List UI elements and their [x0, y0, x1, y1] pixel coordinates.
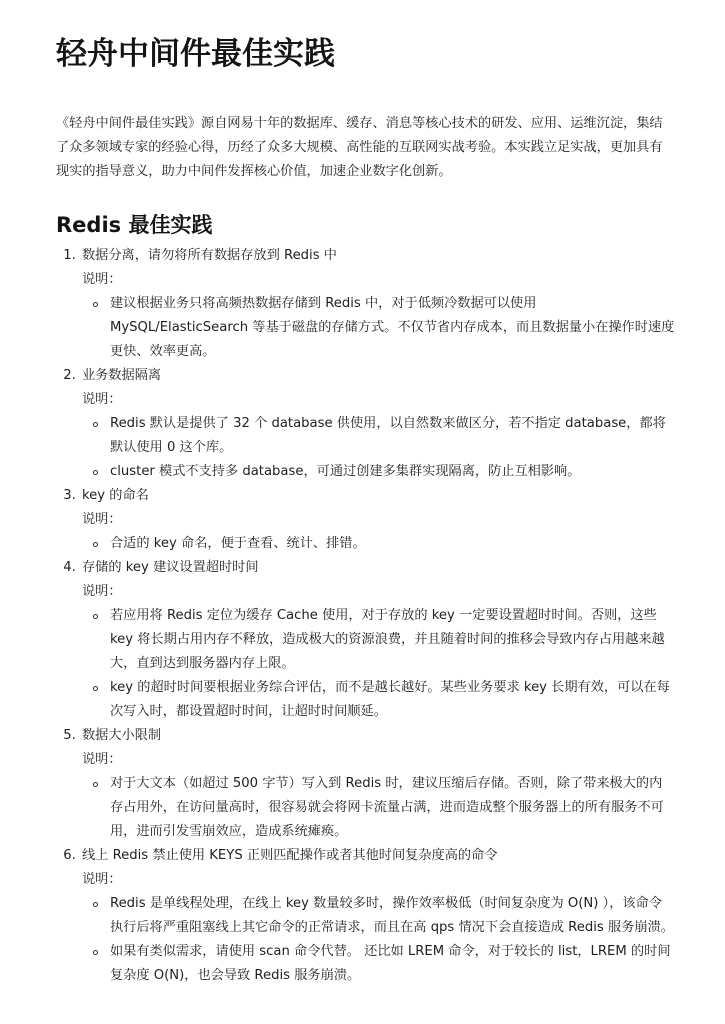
point-text: 对于大文本（如超过 500 字节）写入到 Redis 时，建议压缩后存储。否则，除了带来极大的内存占用外，在访问量高时，很容易就会将网卡流量占满，进而造成整个服务器上的所有服务不可用，进而引发雪崩效应，造成系统瘫痪。 [110, 776, 664, 839]
item-title: 5. 数据大小限制 [82, 728, 162, 743]
point-item [110, 772, 675, 844]
list-item [80, 724, 675, 844]
point-text: 若应用将 Redis 定位为缓存 Cache 使用，对于存放的 key 一定要设置超时时间。否则，这些 key 将长期占用内存不释放，造成极大的资源浪费，并且随着时间的推移会导致内存占用越来越大，直到达到服务器内存上限。 [110, 608, 665, 671]
point-item [110, 532, 675, 556]
note-label: 说明： [82, 872, 122, 887]
note-label: 说明： [82, 512, 122, 527]
circle-bullet-icon [93, 614, 98, 619]
point-item [110, 460, 675, 484]
note-label: 说明： [82, 272, 122, 287]
note-label: 说明： [82, 392, 122, 407]
point-list [82, 532, 675, 556]
circle-bullet-icon [93, 902, 98, 907]
list-item [80, 484, 675, 556]
circle-bullet-icon [93, 302, 98, 307]
point-list [82, 772, 675, 844]
point-item [110, 604, 675, 676]
point-text: 建议根据业务只将高频热数据存储到 Redis 中，对于低频冷数据可以使用 MySQL/ElasticSearch 等基于磁盘的存储方式。不仅节省内存成本，而且数据量小在操作时速度更快、效率更高。 [110, 296, 675, 359]
item-title: 1. 数据分离，请勿将所有数据存放到 Redis 中 [82, 248, 337, 263]
point-item [110, 412, 675, 460]
list-item [80, 556, 675, 724]
circle-bullet-icon [93, 542, 98, 547]
intro-paragraph: 《轻舟中间件最佳实践》源自网易十年的数据库、缓存、消息等核心技术的研发、应用、运维沉淀，集结了众多领域专家的经验心得，历经了众多大规模、高性能的互联网实战考验。本实践立足实战，更加具有现实的指导意义，助力中间件发挥核心价值，加速企业数字化创新。 [56, 116, 663, 179]
circle-bullet-icon [93, 422, 98, 427]
item-title: 4. 存储的 key 建议设置超时时间 [82, 560, 259, 575]
note-label: 说明： [82, 752, 122, 767]
point-text: 合适的 key 命名，便于查看、统计、排错。 [110, 536, 366, 551]
circle-bullet-icon [93, 782, 98, 787]
point-text: Redis 默认是提供了 32 个 database 供使用，以自然数来做区分，若不指定 database，都将默认使用 0 这个库。 [110, 416, 666, 455]
document-title: 轻舟中间件最佳实践 [56, 36, 335, 72]
item-title: 6. 线上 Redis 禁止使用 KEYS 正则匹配操作或者其他时间复杂度高的命令 [82, 848, 498, 863]
point-text: 如果有类似需求，请使用 scan 命令代替。 还比如 LREM 命令，对于较长的 list，LREM 的时间复杂度 O(N)，也会导致 Redis 服务崩溃。 [110, 944, 671, 983]
point-item [110, 292, 675, 364]
circle-bullet-icon [93, 950, 98, 955]
point-list [82, 292, 675, 364]
point-text: key 的超时时间要根据业务综合评估，而不是越长越好。某些业务要求 key 长期有效，可以在每次写入时，都设置超时时间，让超时时间顺延。 [110, 680, 670, 719]
section-title: Redis 最佳实践 [56, 213, 213, 237]
item-title: 2. 业务数据隔离 [82, 368, 162, 383]
point-item [110, 892, 675, 940]
point-item [110, 940, 675, 988]
point-text: Redis 是单线程处理，在线上 key 数量较多时，操作效率极低（时间复杂度为 O(N) ），该命令执行后将严重阻塞线上其它命令的正常请求，而且在高 qps 情况下会直接造成 Redis 服务崩溃。 [110, 896, 674, 935]
point-text: cluster 模式不支持多 database，可通过创建多集群实现隔离，防止互相影响。 [110, 464, 581, 479]
point-list [82, 892, 675, 988]
note-label: 说明： [82, 584, 122, 599]
circle-bullet-icon [93, 470, 98, 475]
list-item [80, 364, 675, 484]
practice-list [56, 244, 675, 988]
list-item [80, 244, 675, 364]
item-title: 3. key 的命名 [82, 488, 149, 503]
list-item [80, 844, 675, 988]
point-list [82, 412, 675, 484]
point-list [82, 604, 675, 724]
point-item [110, 676, 675, 724]
circle-bullet-icon [93, 686, 98, 691]
